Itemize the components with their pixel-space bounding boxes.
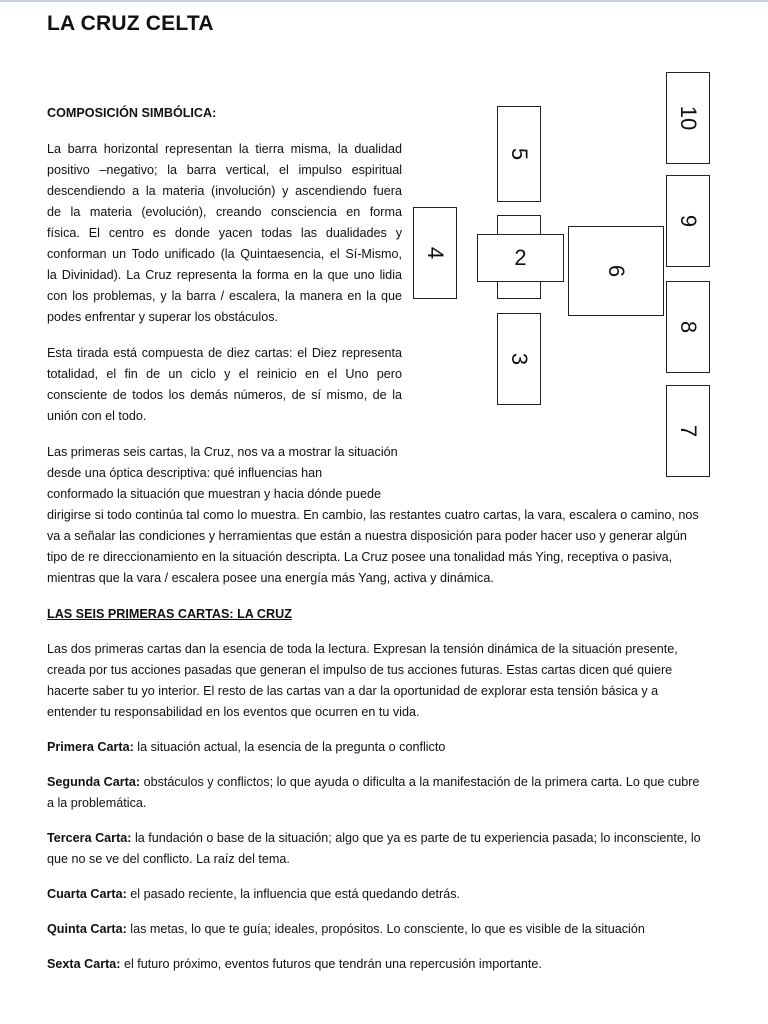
card-text: la situación actual, la esencia de la pregunta o conflicto — [133, 740, 446, 754]
card-label: Cuarta Carta: — [47, 887, 127, 901]
card-6 — [568, 226, 664, 316]
card-label: Quinta Carta: — [47, 922, 127, 936]
card-4 — [413, 207, 457, 299]
text-line: Las dos primeras cartas dan la esencia de toda la lectura. Expresan la tensión dinámica de la situación presente, — [47, 642, 678, 656]
section-heading-la-cruz: LAS SEIS PRIMERAS CARTAS: LA CRUZ — [47, 607, 292, 621]
text-line: consciente de todos los demás números, de sí mismo, de la — [47, 388, 402, 402]
text-line: Esta tirada está compuesta de diez cartas: el Diez representa — [47, 346, 402, 360]
card-description-4 — [47, 884, 727, 905]
card-7 — [666, 385, 710, 477]
text-line: Las primeras seis cartas, la Cruz, nos va a mostrar la situación — [47, 445, 398, 459]
card-2 — [477, 234, 564, 282]
text-line: va a señalar las condiciones y herramientas que están a nuestra disposición para poder hacer uso y generar algún — [47, 529, 687, 543]
text-line: física. El centro es donde yacen todas las dualidades y — [47, 226, 402, 240]
card-label: Segunda Carta: — [47, 775, 141, 789]
text-line: la Divinidad). La Cruz representa la forma en la que uno lidia — [47, 268, 402, 282]
text-line: hacerte saber tu yo interior. El resto de las cartas van a dar la oportunidad de explorar esta tensión básica y a — [47, 684, 659, 698]
card-text: las metas, lo que te guía; ideales, propósitos. Lo consciente, lo que es visible de la situación — [126, 922, 645, 936]
page-title: LA CRUZ CELTA — [47, 12, 214, 35]
card-number: 9 — [676, 214, 701, 228]
card-number: 8 — [676, 320, 701, 334]
card-description-1 — [47, 737, 727, 758]
card-text: obstáculos y conflictos; lo que ayuda o dificulta a la manifestación de la primera carta. Lo que cubre — [140, 775, 700, 789]
text-line: creada por tus acciones pasadas que generan el impulso de tus acciones futuras. Estas cartas dicen qué quiere — [47, 663, 673, 677]
text-line: positivo –negativo; la barra vertical, el impulso espiritual — [47, 163, 402, 177]
card-number: 4 — [423, 246, 448, 260]
top-border — [0, 0, 768, 2]
card-number: 6 — [604, 264, 629, 278]
card-3 — [497, 313, 541, 405]
text-line: conformado la situación que muestran y hacia dónde puede — [47, 487, 381, 501]
text-line: desde una óptica descriptiva: qué influencias han — [47, 466, 323, 480]
text-line: de la materia (evolución), creando consciencia en forma — [47, 205, 402, 219]
card-description-3-cont: que no se ve del conflicto. La raíz del tema. — [47, 852, 290, 866]
card-5 — [497, 106, 541, 202]
card-number: 5 — [507, 147, 532, 161]
card-label: Tercera Carta: — [47, 831, 132, 845]
card-number: 10 — [675, 105, 701, 131]
card-text: la fundación o base de la situación; algo que ya es parte de tu experiencia pasada; lo inconsciente, lo — [131, 831, 701, 845]
card-number: 7 — [676, 424, 701, 438]
text-line: totalidad, el fin de un ciclo y el reinicio en el Uno pero — [47, 367, 402, 381]
card-text: el pasado reciente, la influencia que está quedando detrás. — [126, 887, 461, 901]
text-line: descendiendo a la materia (involución) y ascendiendo fuera — [47, 184, 402, 198]
text-line: tipo de re direccionamiento en la situación descripta. La Cruz posee una tonalidad más Ying, receptiva o pasiva, — [47, 550, 673, 564]
section-heading-composicion: COMPOSICIÓN SIMBÓLICA: — [47, 106, 217, 120]
card-label: Primera Carta: — [47, 740, 134, 754]
card-text: el futuro próximo, eventos futuros que tendrán una repercusión importante. — [120, 957, 542, 971]
text-line: entender tu responsabilidad en los eventos que ocurren en tu vida. — [47, 705, 420, 719]
text-line: mientras que la vara / escalera posee una energía más Yang, activa y dinámica. — [47, 571, 494, 585]
card-description-2-cont: a la problemática. — [47, 796, 147, 810]
card-number: 2 — [514, 245, 527, 270]
text-line: unión con el todo. — [47, 409, 147, 423]
text-line: podes enfrentar y superar los obstáculos. — [47, 310, 279, 324]
text-line: con los problemas, y la barra / escalera, la manera en la que — [47, 289, 402, 303]
card-9 — [666, 175, 710, 267]
card-label: Sexta Carta: — [47, 957, 121, 971]
card-description-3 — [47, 828, 727, 849]
card-number: 3 — [507, 352, 532, 366]
card-description-6 — [47, 954, 727, 975]
text-line: conforman un Todo unificado (la Quintaesencia, el Sí-Mismo, — [47, 247, 402, 261]
card-8 — [666, 281, 710, 373]
card-10 — [666, 72, 710, 164]
text-line: La barra horizontal representan la tierra misma, la dualidad — [47, 142, 402, 156]
card-description-2 — [47, 772, 727, 793]
text-line: dirigirse si todo continúa tal como lo muestra. En cambio, las restantes cuatro cartas, la vara, escalera o camino, nos — [47, 508, 699, 522]
card-description-5 — [47, 919, 727, 940]
